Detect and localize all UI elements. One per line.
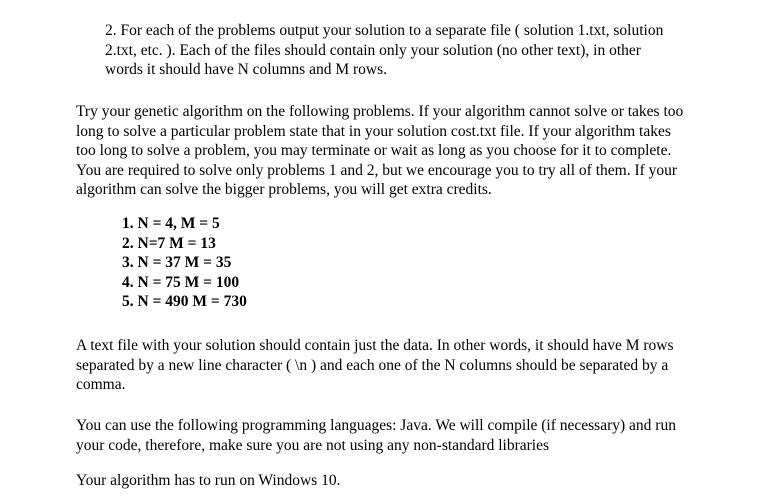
problem-item: 2. N=7 M = 13 bbox=[122, 234, 216, 252]
genetic-algorithm-paragraph bbox=[76, 102, 706, 200]
problem-item: 3. N = 37 M = 35 bbox=[122, 254, 232, 271]
text-line: long to solve a particular problem state that in your solution cost.txt file. If your algorithm takes bbox=[76, 122, 671, 140]
text-line: too long to solve a problem, you may terminate or wait as long as you choose for it to complete. bbox=[76, 142, 672, 159]
text-line: A text file with your solution should contain just the data. In other words, it should have M rows bbox=[76, 337, 674, 354]
problem-item: 4. N = 75 M = 100 bbox=[122, 273, 240, 291]
output-instructions-item bbox=[105, 21, 705, 80]
text-line: algorithm can solve the bigger problems, you will get extra credits. bbox=[76, 181, 492, 198]
text-file-format-paragraph bbox=[76, 336, 706, 395]
text-line: You can use the following programming languages: Java. We will compile (if necessary) and run bbox=[76, 417, 676, 434]
problem-item: 5. N = 490 M = 730 bbox=[122, 293, 247, 310]
text-line: You are required to solve only problems 1 and 2, but we encourage you to try all of them. If your bbox=[76, 161, 678, 179]
text-line: Try your genetic algorithm on the following problems. If your algorithm cannot solve or takes too bbox=[76, 103, 684, 120]
text-line: Your algorithm has to run on Windows 10. bbox=[76, 472, 341, 489]
text-line: comma. bbox=[76, 376, 126, 393]
text-line: your code, therefore, make sure you are not using any non-standard libraries bbox=[76, 436, 550, 454]
problem-list bbox=[122, 214, 247, 312]
text-line: words it should have N columns and M rows. bbox=[105, 61, 387, 78]
text-line: separated by a new line character ( \n ) and each one of the N columns should be separated by a bbox=[76, 356, 669, 374]
operating-system-paragraph bbox=[76, 471, 706, 491]
programming-languages-paragraph bbox=[76, 416, 706, 455]
text-line: 2.txt, etc. ). Each of the files should contain only your solution (no other text), in other bbox=[105, 41, 641, 59]
problem-item: 1. N = 4, M = 5 bbox=[122, 215, 220, 232]
text-line: 2. For each of the problems output your solution to a separate file ( solution 1.txt, solution bbox=[105, 22, 664, 39]
